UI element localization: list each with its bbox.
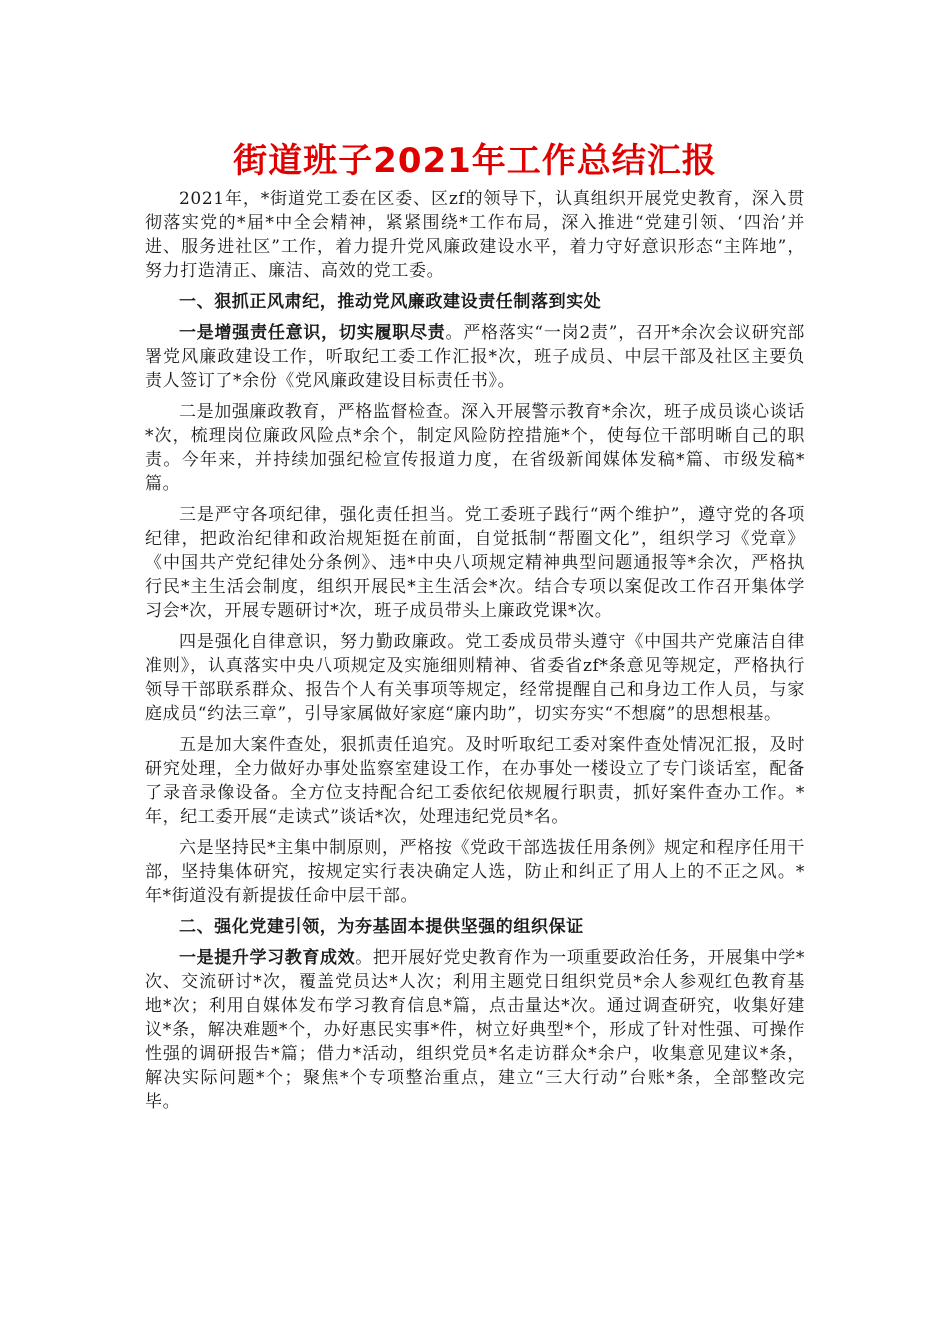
document-title: 街道班子2021年工作总结汇报 [233, 141, 717, 181]
section-1-paragraph-2: 二是加强廉政教育，严格监督检查。深入开展警示教育*余次，班子成员谈心谈话*次，梳理岗位廉政风险点*余个，制定风险防控措施*个，使每位干部明晰自己的职责。今年来，并持续加强纪检宣传报道力度，在省级新闻媒体发稿*篇、市级发稿*篇。 [145, 402, 805, 494]
section-1-paragraph-5: 五是加大案件查处，狠抓责任追究。及时听取纪工委对案件查处情况汇报，及时研究处理，全力做好办事处监察室建设工作，在办事处一楼设立了专门谈话室，配备了录音录像设备。全方位支持配合纪工委依纪依规履行职责，抓好案件查办工作。*年，纪工委开展“走读式”谈话*次，处理违纪党员*名。 [145, 735, 805, 827]
section-2-paragraph-1-lead: 一是提升学习教育成效 [179, 948, 356, 968]
section-1-paragraph-1-lead: 一是增强责任意识，切实履职尽责 [179, 323, 446, 343]
section-2-heading: 二、强化党建引领，为夯基固本提供坚强的组织保证 [179, 917, 584, 937]
document-body [145, 187, 805, 1121]
section-1-paragraph-1 [145, 321, 805, 393]
section-1-paragraph-3: 三是严守各项纪律，强化责任担当。党工委班子践行“两个维护”，遵守党的各项纪律，把政治纪律和政治规矩挺在前面，自觉抵制“帮圈文化”，组织学习《党章》《中国共产党纪律处分条例》、违*中央八项规定精神典型问题通报等*余次，严格执行民*主生活会制度，组织开展民*主生活会*次。结合专项以案促改工作召开集体学习会*次，开展专题研讨*次，班子成员带头上廉政党课*次。 [145, 505, 805, 621]
intro-paragraph: 2021年，*街道党工委在区委、区zf的领导下，认真组织开展党史教育，深入贯彻落实党的*届*中全会精神，紧紧围绕*工作布局，深入推进“党建引领、‘四治’并进、服务进社区”工作，着力提升党风廉政建设水平，着力守好意识形态“主阵地”，努力打造清正、廉洁、高效的党工委。 [145, 189, 805, 281]
section-1-paragraph-1-text: 。严格落实“一岗2责”，召开*余次会议研究部署党风廉政建设工作，听取纪工委工作汇报*次，班子成员、中层干部及社区主要负责人签订了*余份《党风廉政建设目标责任书》。 [145, 323, 805, 391]
section-2-paragraph-1-text: 。把开展好党史教育作为一项重要政治任务，开展集中学*次、交流研讨*次，覆盖党员达*人次；利用主题党日组织党员*余人参观红色教育基地*次；利用自媒体发布学习教育信息*篇，点击量达*次。通过调查研究，收集好建议*条，解决难题*个，办好惠民实事*件，树立好典型*个，形成了针对性强、可操作性强的调研报告*篇；借力*活动，组织党员*名走访群众*余户，收集意见建议*条，解决实际问题*个；聚焦*个专项整治重点，建立“三大行动”台账*条，全部整改完毕。 [145, 948, 806, 1112]
section-1-paragraph-4: 四是强化自律意识，努力勤政廉政。党工委成员带头遵守《中国共产党廉洁自律准则》，认真落实中央八项规定及实施细则精神、省委省zf*条意见等规定，严格执行领导干部联系群众、报告个人有关事项等规定，经常提醒自己和身边工作人员，与家庭成员“约法三章”，引导家属做好家庭“廉内助”，切实夯实“不想腐”的思想根基。 [145, 632, 805, 724]
section-1-paragraph-6: 六是坚持民*主集中制原则，严格按《党政干部选拔任用条例》规定和程序任用干部，坚持集体研究，按规定实行表决确定人选，防止和纠正了用人上的不正之风。*年*街道没有新提拔任命中层干部。 [145, 838, 805, 906]
section-2-paragraph-1 [145, 946, 805, 1114]
section-1-heading: 一、狠抓正风肃纪，推动党风廉政建设责任制落到实处 [179, 292, 602, 312]
